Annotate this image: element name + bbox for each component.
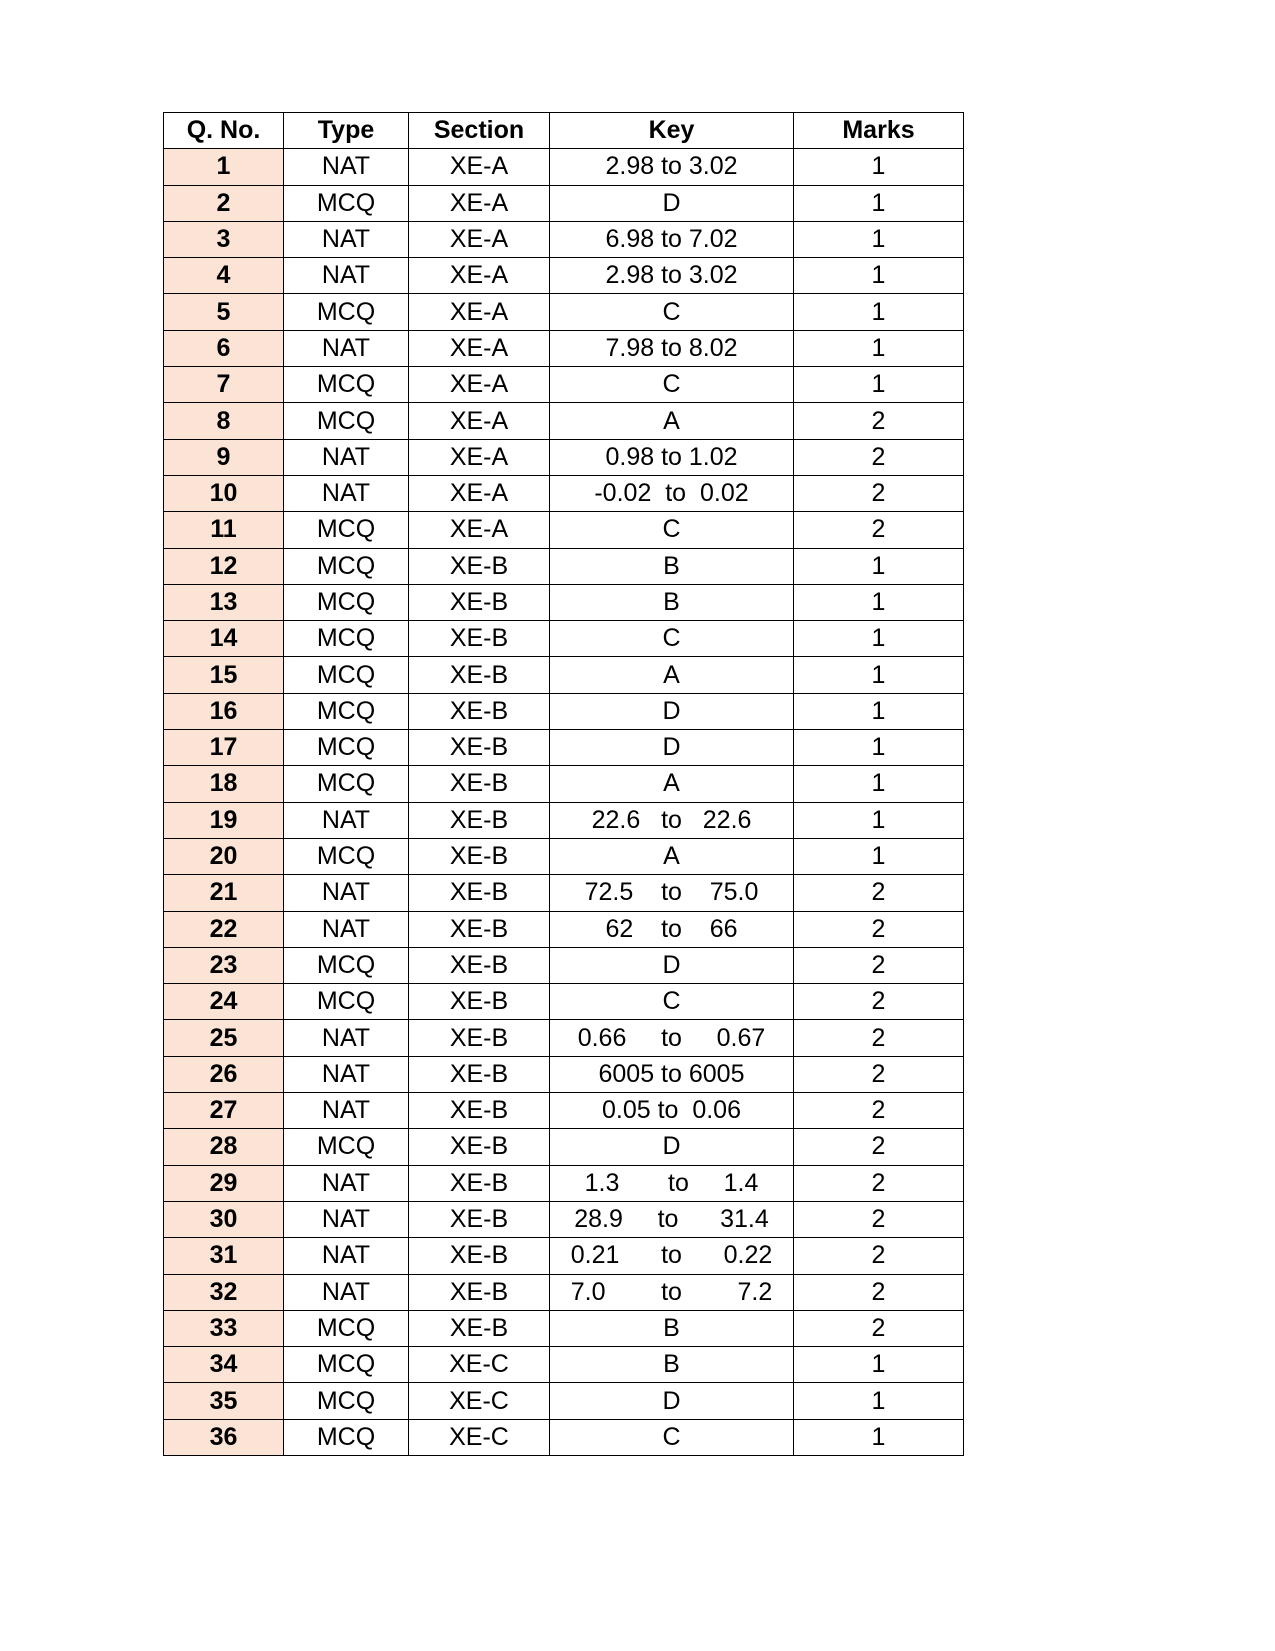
- section-cell: XE-A: [409, 258, 550, 294]
- section-cell: XE-C: [409, 1347, 550, 1383]
- table-row: [164, 475, 964, 511]
- header-type: Type: [284, 113, 409, 149]
- qno-cell: 5: [164, 294, 284, 330]
- type-cell: NAT: [284, 802, 409, 838]
- qno-cell: 10: [164, 475, 284, 511]
- section-cell: XE-B: [409, 548, 550, 584]
- type-cell: NAT: [284, 258, 409, 294]
- header-marks: Marks: [794, 113, 964, 149]
- key-cell: 2.98 to 3.02: [550, 149, 794, 185]
- key-cell: C: [550, 621, 794, 657]
- key-cell: B: [550, 584, 794, 620]
- marks-cell: 1: [794, 1419, 964, 1455]
- section-cell: XE-B: [409, 947, 550, 983]
- type-cell: MCQ: [284, 584, 409, 620]
- key-cell: A: [550, 766, 794, 802]
- key-cell: D: [550, 947, 794, 983]
- qno-cell: 12: [164, 548, 284, 584]
- section-cell: XE-B: [409, 657, 550, 693]
- key-cell: B: [550, 1347, 794, 1383]
- table-row: [164, 1093, 964, 1129]
- marks-cell: 2: [794, 1093, 964, 1129]
- table-row: [164, 766, 964, 802]
- type-cell: MCQ: [284, 1310, 409, 1346]
- section-cell: XE-C: [409, 1419, 550, 1455]
- section-cell: XE-A: [409, 403, 550, 439]
- key-cell: 7.98 to 8.02: [550, 330, 794, 366]
- qno-cell: 13: [164, 584, 284, 620]
- type-cell: NAT: [284, 149, 409, 185]
- type-cell: MCQ: [284, 693, 409, 729]
- section-cell: XE-A: [409, 330, 550, 366]
- section-cell: XE-A: [409, 221, 550, 257]
- table-row: [164, 875, 964, 911]
- section-cell: XE-B: [409, 1056, 550, 1092]
- table-row: [164, 984, 964, 1020]
- key-cell: 2.98 to 3.02: [550, 258, 794, 294]
- qno-cell: 19: [164, 802, 284, 838]
- header-key: Key: [550, 113, 794, 149]
- marks-cell: 2: [794, 984, 964, 1020]
- key-cell: A: [550, 657, 794, 693]
- section-cell: XE-B: [409, 730, 550, 766]
- marks-cell: 2: [794, 1165, 964, 1201]
- key-cell: 62 to 66: [550, 911, 794, 947]
- table-row: [164, 802, 964, 838]
- table-row: [164, 730, 964, 766]
- section-cell: XE-B: [409, 911, 550, 947]
- qno-cell: 16: [164, 693, 284, 729]
- type-cell: NAT: [284, 1020, 409, 1056]
- marks-cell: 2: [794, 947, 964, 983]
- table-row: [164, 1310, 964, 1346]
- type-cell: MCQ: [284, 1347, 409, 1383]
- marks-cell: 1: [794, 548, 964, 584]
- key-cell: A: [550, 403, 794, 439]
- type-cell: MCQ: [284, 548, 409, 584]
- section-cell: XE-B: [409, 584, 550, 620]
- table-row: [164, 838, 964, 874]
- key-cell: 0.05 to 0.06: [550, 1093, 794, 1129]
- marks-cell: 2: [794, 439, 964, 475]
- qno-cell: 32: [164, 1274, 284, 1310]
- qno-cell: 15: [164, 657, 284, 693]
- table-row: [164, 1238, 964, 1274]
- type-cell: NAT: [284, 1238, 409, 1274]
- marks-cell: 1: [794, 221, 964, 257]
- table-row: [164, 1020, 964, 1056]
- key-cell: D: [550, 693, 794, 729]
- table-row: [164, 1165, 964, 1201]
- qno-cell: 28: [164, 1129, 284, 1165]
- marks-cell: 1: [794, 149, 964, 185]
- qno-cell: 29: [164, 1165, 284, 1201]
- key-cell: -0.02 to 0.02: [550, 475, 794, 511]
- section-cell: XE-B: [409, 1020, 550, 1056]
- key-cell: D: [550, 1129, 794, 1165]
- table-row: [164, 621, 964, 657]
- type-cell: NAT: [284, 439, 409, 475]
- qno-cell: 31: [164, 1238, 284, 1274]
- qno-cell: 7: [164, 367, 284, 403]
- marks-cell: 2: [794, 1129, 964, 1165]
- type-cell: MCQ: [284, 730, 409, 766]
- qno-cell: 36: [164, 1419, 284, 1455]
- type-cell: MCQ: [284, 947, 409, 983]
- table-row: [164, 294, 964, 330]
- section-cell: XE-B: [409, 1201, 550, 1237]
- key-cell: C: [550, 984, 794, 1020]
- type-cell: MCQ: [284, 294, 409, 330]
- marks-cell: 2: [794, 512, 964, 548]
- marks-cell: 1: [794, 584, 964, 620]
- marks-cell: 2: [794, 475, 964, 511]
- table-row: [164, 185, 964, 221]
- type-cell: NAT: [284, 911, 409, 947]
- section-cell: XE-B: [409, 1093, 550, 1129]
- table-row: [164, 548, 964, 584]
- type-cell: NAT: [284, 875, 409, 911]
- header-section: Section: [409, 113, 550, 149]
- key-cell: C: [550, 294, 794, 330]
- table-row: [164, 439, 964, 475]
- qno-cell: 35: [164, 1383, 284, 1419]
- table-row: [164, 1129, 964, 1165]
- section-cell: XE-A: [409, 475, 550, 511]
- table-row: [164, 1347, 964, 1383]
- type-cell: MCQ: [284, 1419, 409, 1455]
- key-cell: 7.0 to 7.2: [550, 1274, 794, 1310]
- marks-cell: 2: [794, 1056, 964, 1092]
- table-row: [164, 367, 964, 403]
- section-cell: XE-B: [409, 838, 550, 874]
- qno-cell: 30: [164, 1201, 284, 1237]
- qno-cell: 2: [164, 185, 284, 221]
- key-cell: D: [550, 185, 794, 221]
- table-row: [164, 947, 964, 983]
- qno-cell: 22: [164, 911, 284, 947]
- key-cell: B: [550, 1310, 794, 1346]
- table-row: [164, 258, 964, 294]
- type-cell: NAT: [284, 1274, 409, 1310]
- header-qno: Q. No.: [164, 113, 284, 149]
- marks-cell: 2: [794, 1238, 964, 1274]
- key-cell: B: [550, 548, 794, 584]
- section-cell: XE-B: [409, 693, 550, 729]
- marks-cell: 2: [794, 911, 964, 947]
- qno-cell: 33: [164, 1310, 284, 1346]
- marks-cell: 2: [794, 1274, 964, 1310]
- section-cell: XE-B: [409, 766, 550, 802]
- section-cell: XE-C: [409, 1383, 550, 1419]
- marks-cell: 1: [794, 657, 964, 693]
- section-cell: XE-A: [409, 185, 550, 221]
- type-cell: MCQ: [284, 621, 409, 657]
- table-row: [164, 512, 964, 548]
- type-cell: NAT: [284, 475, 409, 511]
- table-row: [164, 1419, 964, 1455]
- qno-cell: 14: [164, 621, 284, 657]
- key-cell: C: [550, 512, 794, 548]
- section-cell: XE-B: [409, 1310, 550, 1346]
- marks-cell: 2: [794, 1201, 964, 1237]
- table-row: [164, 1056, 964, 1092]
- type-cell: NAT: [284, 330, 409, 366]
- qno-cell: 24: [164, 984, 284, 1020]
- type-cell: MCQ: [284, 657, 409, 693]
- section-cell: XE-B: [409, 1274, 550, 1310]
- marks-cell: 2: [794, 403, 964, 439]
- type-cell: NAT: [284, 1165, 409, 1201]
- qno-cell: 1: [164, 149, 284, 185]
- marks-cell: 2: [794, 875, 964, 911]
- answer-key-table: [163, 112, 964, 1456]
- marks-cell: 1: [794, 730, 964, 766]
- type-cell: NAT: [284, 1093, 409, 1129]
- type-cell: MCQ: [284, 1129, 409, 1165]
- key-cell: C: [550, 367, 794, 403]
- type-cell: MCQ: [284, 1383, 409, 1419]
- section-cell: XE-B: [409, 621, 550, 657]
- qno-cell: 8: [164, 403, 284, 439]
- marks-cell: 1: [794, 621, 964, 657]
- qno-cell: 27: [164, 1093, 284, 1129]
- marks-cell: 1: [794, 1347, 964, 1383]
- header-row: [164, 113, 964, 149]
- marks-cell: 1: [794, 367, 964, 403]
- marks-cell: 1: [794, 766, 964, 802]
- section-cell: XE-B: [409, 984, 550, 1020]
- section-cell: XE-A: [409, 439, 550, 475]
- marks-cell: 2: [794, 1310, 964, 1346]
- marks-cell: 1: [794, 1383, 964, 1419]
- marks-cell: 1: [794, 693, 964, 729]
- table-row: [164, 911, 964, 947]
- type-cell: MCQ: [284, 367, 409, 403]
- type-cell: MCQ: [284, 984, 409, 1020]
- qno-cell: 9: [164, 439, 284, 475]
- qno-cell: 23: [164, 947, 284, 983]
- qno-cell: 34: [164, 1347, 284, 1383]
- table-row: [164, 403, 964, 439]
- section-cell: XE-A: [409, 149, 550, 185]
- section-cell: XE-B: [409, 1165, 550, 1201]
- section-cell: XE-A: [409, 367, 550, 403]
- section-cell: XE-B: [409, 1129, 550, 1165]
- table-row: [164, 1274, 964, 1310]
- table-row: [164, 1201, 964, 1237]
- table-header: [164, 113, 964, 149]
- marks-cell: 1: [794, 185, 964, 221]
- qno-cell: 3: [164, 221, 284, 257]
- table-row: [164, 221, 964, 257]
- type-cell: MCQ: [284, 766, 409, 802]
- key-cell: 6.98 to 7.02: [550, 221, 794, 257]
- key-cell: D: [550, 730, 794, 766]
- key-cell: D: [550, 1383, 794, 1419]
- table-row: [164, 584, 964, 620]
- type-cell: NAT: [284, 1056, 409, 1092]
- table-row: [164, 693, 964, 729]
- section-cell: XE-B: [409, 875, 550, 911]
- marks-cell: 1: [794, 802, 964, 838]
- table-row: [164, 149, 964, 185]
- table-body: [164, 149, 964, 1456]
- key-cell: 0.98 to 1.02: [550, 439, 794, 475]
- key-cell: 0.66 to 0.67: [550, 1020, 794, 1056]
- type-cell: NAT: [284, 1201, 409, 1237]
- key-cell: 6005 to 6005: [550, 1056, 794, 1092]
- key-cell: A: [550, 838, 794, 874]
- qno-cell: 25: [164, 1020, 284, 1056]
- marks-cell: 1: [794, 258, 964, 294]
- type-cell: MCQ: [284, 403, 409, 439]
- table-row: [164, 330, 964, 366]
- qno-cell: 21: [164, 875, 284, 911]
- key-cell: 1.3 to 1.4: [550, 1165, 794, 1201]
- type-cell: MCQ: [284, 838, 409, 874]
- key-cell: 0.21 to 0.22: [550, 1238, 794, 1274]
- section-cell: XE-A: [409, 294, 550, 330]
- section-cell: XE-A: [409, 512, 550, 548]
- marks-cell: 2: [794, 1020, 964, 1056]
- key-cell: 22.6 to 22.6: [550, 802, 794, 838]
- qno-cell: 11: [164, 512, 284, 548]
- table-row: [164, 1383, 964, 1419]
- key-cell: 28.9 to 31.4: [550, 1201, 794, 1237]
- section-cell: XE-B: [409, 802, 550, 838]
- type-cell: MCQ: [284, 185, 409, 221]
- qno-cell: 20: [164, 838, 284, 874]
- marks-cell: 1: [794, 838, 964, 874]
- qno-cell: 18: [164, 766, 284, 802]
- marks-cell: 1: [794, 330, 964, 366]
- qno-cell: 6: [164, 330, 284, 366]
- key-cell: C: [550, 1419, 794, 1455]
- qno-cell: 26: [164, 1056, 284, 1092]
- qno-cell: 17: [164, 730, 284, 766]
- section-cell: XE-B: [409, 1238, 550, 1274]
- table-row: [164, 657, 964, 693]
- type-cell: NAT: [284, 221, 409, 257]
- qno-cell: 4: [164, 258, 284, 294]
- type-cell: MCQ: [284, 512, 409, 548]
- marks-cell: 1: [794, 294, 964, 330]
- key-cell: 72.5 to 75.0: [550, 875, 794, 911]
